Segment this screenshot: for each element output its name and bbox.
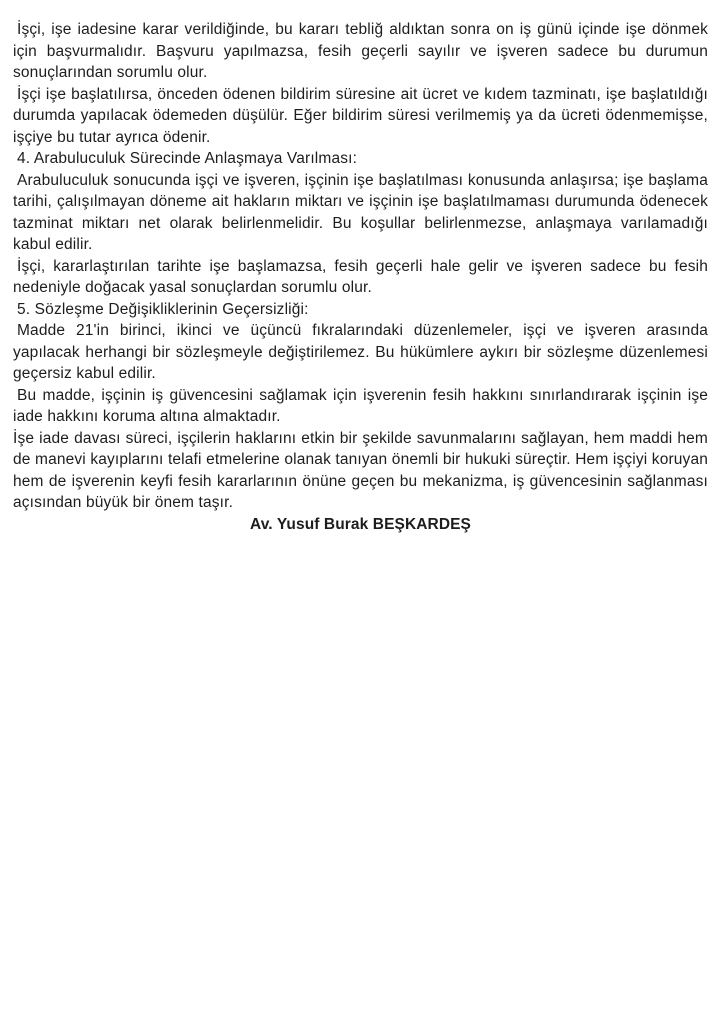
paragraph-mediation-terms: Arabuluculuk sonucunda işçi ve işveren, işçinin işe başlatılması konusunda anlaşırsa; işe başlama tarihi, çalışılmayan döneme ait hakların miktarı ve işçinin işe başlatılmaması durumunda ödenecek tazminat miktarı net olarak belirlenmelidir. Bu koşullar belirlenmezse, anlaşmaya varılamadığı kabul edilir. <box>13 171 708 253</box>
section-heading-mediation-agreement: 4. Arabuluculuk Sürecinde Anlaşmaya Varılması: <box>17 150 358 167</box>
section-heading-contract-changes-invalidity: 5. Sözleşme Değişikliklerinin Geçersizliği: <box>17 300 309 318</box>
paragraph-job-security-purpose: Bu madde, işçinin iş güvencesini sağlamak için işverenin fesih hakkını sınırlandırarak işçinin işe iade hakkını koruma altına almaktadır. <box>13 386 708 425</box>
paragraph-notice-pay-deduction: İşçi işe başlatılırsa, önceden ödenen bildirim süresine ait ücret ve kıdem tazminatı, işe başlatıldığı durumda yapılacak ödemeden düşülür. Eğer bildirim süresi verilmemiş ya da ücreti ödenmemişse, işçiye bu tutar ayrıca ödenir. <box>13 85 708 146</box>
paragraph-reinstatement-application: İşçi, işe iadesine karar verildiğinde, bu kararı tebliğ aldıktan sonra on iş günü içinde işe dönmek için başvurmalıdır. Başvuru yapılmazsa, fesih geçerli sayılır ve işveren sadece bu durumun sonuçlarından sorumlu olur. <box>13 21 708 81</box>
paragraph-article-21-provisions: Madde 21'in birinci, ikinci ve üçüncü fıkralarındaki düzenlemeler, işçi ve işveren arasında yapılacak herhangi bir sözleşmeyle değiştirilemez. Bu hükümlere aykırı bir sözleşme düzenlemesi geçersiz kabul edilir. <box>13 322 708 382</box>
paragraph-closing-summary: İşe iade davası süreci, işçilerin haklarını etkin bir şekilde savunmalarını sağlayan, hem maddi hem de manevi kayıplarını telafi etmelerine olanak tanıyan önemli bir hukuki süreçtir. Hem işçiyi koruyan hem de işverenin keyfi fesih kararlarının önüne geçen bu mekanizma, iş güvencesinin sağlanması açısından büyük bir önem taşır. <box>13 429 708 511</box>
paragraph-missed-start-date: İşçi, kararlaştırılan tarihte işe başlamazsa, fesih geçerli hale gelir ve işveren sadece bu fesih nedeniyle doğacak yasal sonuçlardan sorumlu olur. <box>13 257 708 296</box>
author-signature: Av. Yusuf Burak BEŞKARDEŞ <box>250 515 471 533</box>
